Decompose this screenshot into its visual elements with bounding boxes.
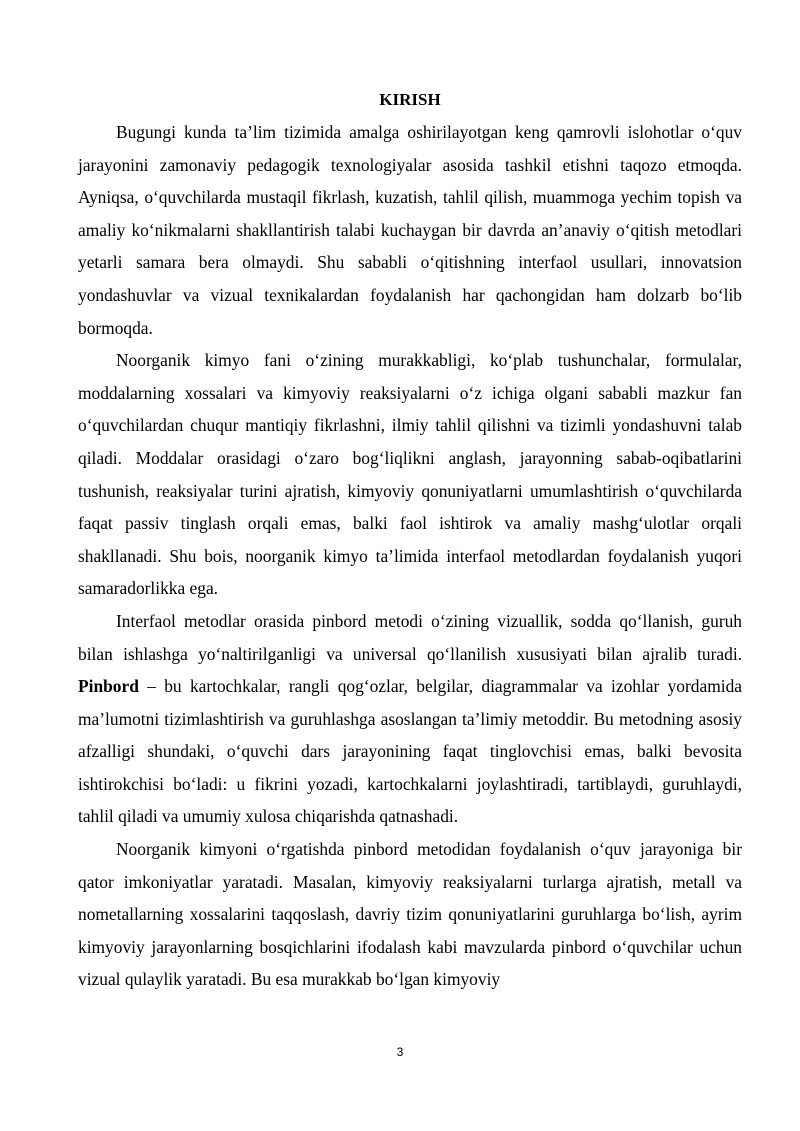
document-body: [78, 84, 742, 996]
paragraph-3-text-after: – bu kartochkalar, rangli qog‘ozlar, belgilar, diagrammalar va izohlar yordamida ma’lumotni tizimlashtirish va guruhlashga asoslangan ta’limiy metoddir. Bu metodning asosiy afzalligi shundaki, o‘quvchi dars jarayonining faqat tinglovchisi emas, balki bevosita ishtirokchisi bo‘ladi: u fikrini yozadi, kartochkalarni joylashtiradi, tartiblaydi, guruhlaydi, tahlil qiladi va umumiy xulosa chiqarishda qatnashadi.: [78, 676, 742, 827]
pinbord-term: Pinbord: [78, 676, 139, 697]
page-number: 3: [396, 1045, 404, 1059]
paragraph-3-text-before: Interfaol metodlar orasida pinbord metodi o‘zining vizuallik, sodda qo‘llanish, guruh bilan ishlashga yo‘naltirilganligi va universal qo‘llanilish xususiyati bilan ajralib turadi.: [78, 610, 742, 664]
section-title: KIRISH: [379, 90, 441, 109]
paragraph-2: Noorganik kimyo fani o‘zining murakkabligi, ko‘plab tushunchalar, formulalar, moddalarning xossalari va kimyoviy reaksiyalarni o‘z ichiga olgani sababli mazkur fan o‘quvchilardan chuqur mantiqiy fikrlashni, ilmiy tahlil qilishni va tizimli yondashuvni talab qiladi. Moddalar orasidagi o‘zaro bog‘liqlikni anglash, jarayonning sabab-oqibatlarini tushunish, reaksiyalar turini ajratish, kimyoviy qonuniyatlarni umumlashtirish o‘quvchilarda faqat passiv tinglash orqali emas, balki faol ishtirok va amaliy mashg‘ulotlar orqali shakllanadi. Shu bois, noorganik kimyo ta’limida interfaol metodlardan foydalanish yuqori samaradorlikka ega.: [78, 350, 742, 599]
paragraph-3: [78, 605, 742, 833]
paragraph-4: Noorganik kimyoni o‘rgatishda pinbord metodidan foydalanish o‘quv jarayoniga bir qator imkoniyatlar yaratadi. Masalan, kimyoviy reaksiyalarni turlarga ajratish, metall va nometallarning xossalarini taqqoslash, davriy tizim qonuniyatlarini guruhlarga bo‘lish, ayrim kimyoviy jarayonlarning bosqichlarini ifodalash kabi mavzularda pinbord o‘quvchilar uchun vizual qulaylik yaratadi. Bu esa murakkab bo‘lgan kimyoviy: [78, 839, 742, 990]
paragraph-1: Bugungi kunda ta’lim tizimida amalga oshirilayotgan keng qamrovli islohotlar o‘quv jarayonini zamonaviy pedagogik texnologiyalar asosida tashkil etishni taqozo etmoqda. Ayniqsa, o‘quvchilarda mustaqil fikrlash, kuzatish, tahlil qilish, muammoga yechim topish va amaliy ko‘nikmalarni shakllantirish talabi kuchaygan bir davrda an’anaviy o‘qitish metodlari yetarli samara bera olmaydi. Shu sababli o‘qitishning interfaol usullari, innovatsion yondashuvlar va vizual texnikalardan foydalanish har qachongidan ham dolzarb bo‘lib bormoqda.: [78, 122, 742, 338]
